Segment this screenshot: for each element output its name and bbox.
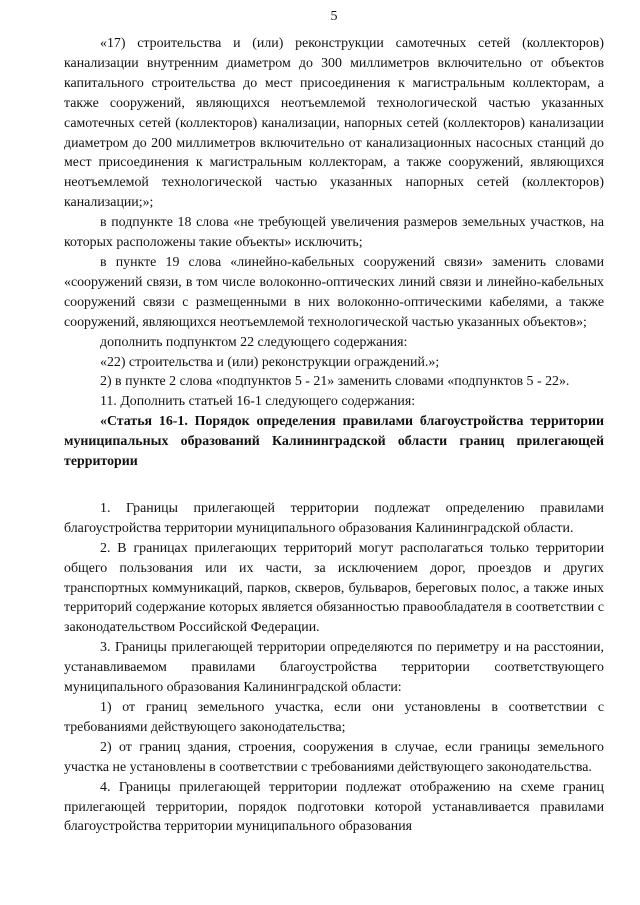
spacer — [64, 472, 604, 499]
article-paragraph-4: 4. Границы прилегающей территории подлежат отображению на схеме границ прилегающей территории, порядок подготовки которой устанавливается правилами благоустройства территории муниципального образования — [64, 779, 604, 835]
paragraph-point-2: 2) в пункте 2 слова «подпунктов 5 - 21» заменить словами «подпунктов 5 - 22». — [100, 374, 570, 390]
article-paragraph-2: 2. В границах прилегающих территорий могут располагаться только территории общего пользования или их части, за исключением дорог, проездов и других транспортных коммуникаций, парков, скверов, бульваров, береговых полос, а также иных территорий содержание которых является обязанностью правообладателя в соответствии с законодательством Российской Федерации. — [64, 540, 604, 636]
paragraph-subitem-18: в подпункте 18 слова «не требующей увеличения размеров земельных участков, на которых расположены такие объекты» исключить; — [64, 215, 604, 251]
paragraph-point-11: 11. Дополнить статьей 16-1 следующего содержания: — [100, 394, 416, 410]
article-paragraph-3-1: 1) от границ земельного участка, если они установлены в соответствии с требованиями действующего законодательства; — [64, 700, 604, 735]
article-paragraph-1: 1. Границы прилегающей территории подлежат определению правилами благоустройства территории муниципального образования Калининградской области. — [64, 500, 604, 536]
paragraph-item-19: в пункте 19 слова «линейно-кабельных сооружений связи» заменить словами «сооружений связи, в том числе волоконно-оптических линий связи и линейно-кабельных сооружений связи с размещенными в них волоконно-оптическими кабелями, а также сооружений, являющихся неотъемлемой технологической частью указанных объектов»; — [64, 254, 604, 330]
paragraph-add-subitem-22: дополнить подпунктом 22 следующего содержания: — [100, 334, 408, 350]
article-paragraph-3: 3. Границы прилегающей территории определяются по периметру и на расстоянии, устанавливаемом правилами благоустройства территории соответствующего муниципального образования Калининградской области: — [64, 640, 604, 696]
page-number: 5 — [330, 9, 338, 24]
paragraph-subitem-22-text: «22) строительства и (или) реконструкции ограждений.»; — [100, 354, 440, 370]
paragraph-item-17: «17) строительства и (или) реконструкции самотечных сетей (коллекторов) канализации внутренним диаметром до 300 миллиметров включительно от объектов капитального строительства до мест присоединения к магистральным коллекторам, а также сооружений, являющихся неотъемлемой технологической частью указанных самотечных сетей (коллекторов) канализации, напорных сетей (коллекторов) канализации диаметром до 200 миллиметров включительно от канализационных насосных станций до мест присоединения к магистральным коллекторам, а также сооружений, являющихся неотъемлемой технологической частью указанных напорных сетей (коллекторов) канализации;»; — [64, 36, 604, 211]
article-paragraph-3-2: 2) от границ здания, строения, сооружения в случае, если границы земельного участка не установлены в соответствии с требованиями действующего законодательства. — [64, 739, 604, 775]
article-heading: «Статья 16-1. Порядок определения правилами благоустройства территории муниципальных образований Калининградской области границ прилегающей территории — [64, 414, 604, 470]
